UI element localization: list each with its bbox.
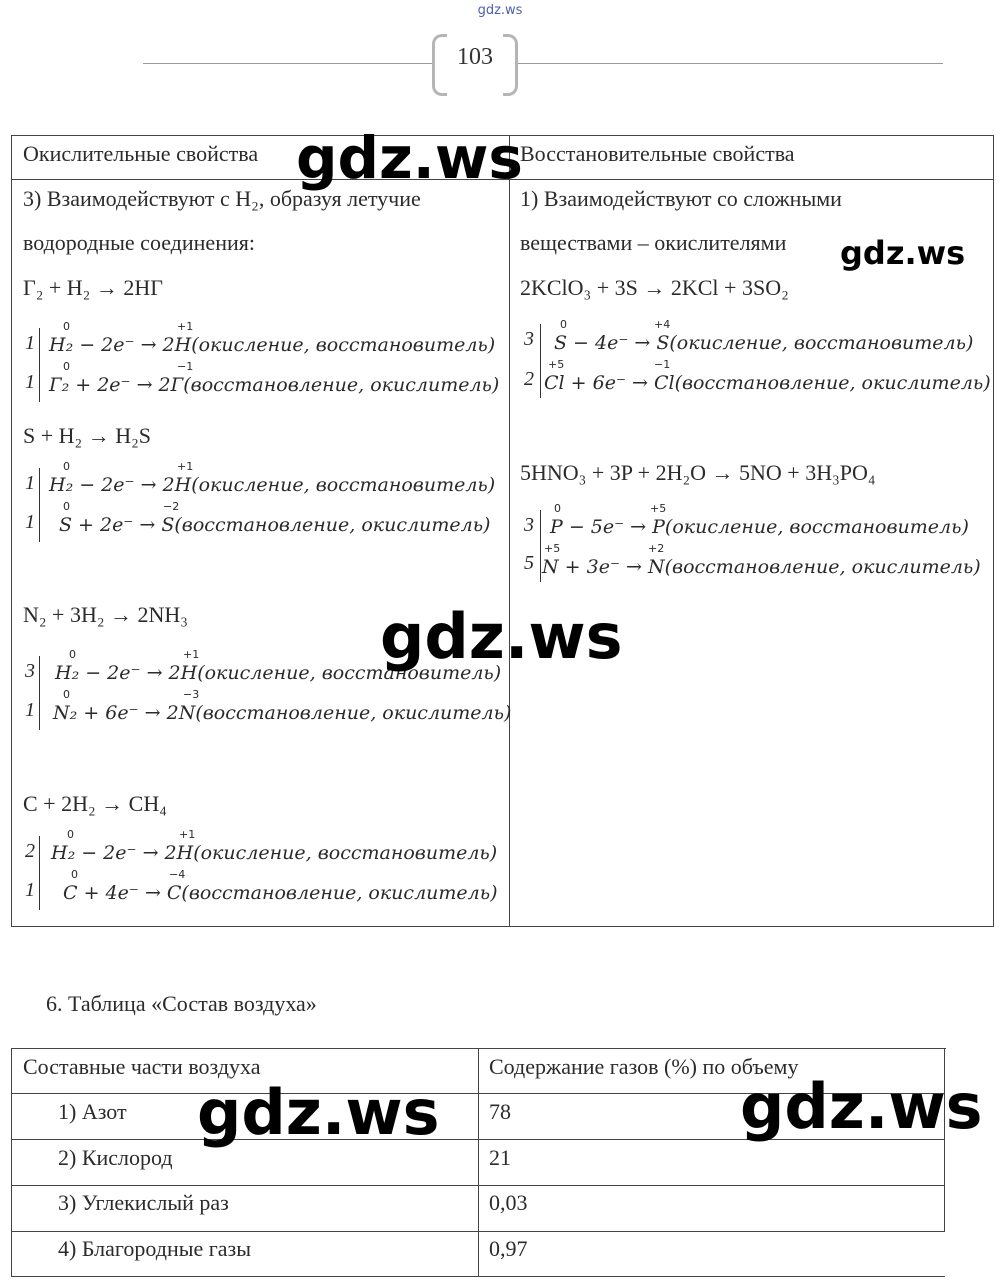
balance-coefficient: 2 — [524, 368, 534, 390]
half-reaction: H₂ − 2e⁻ → 2H(окисление, восстановитель) — [51, 842, 498, 864]
oxidation-state: 0 — [69, 648, 76, 661]
reaction-equation: C + 2H₂ → CH₄ — [23, 791, 167, 816]
watermark: gdz.ws — [197, 1076, 440, 1149]
header-rule-right — [518, 63, 943, 64]
oxidation-state: +4 — [654, 318, 671, 331]
oxidation-state: −1 — [654, 358, 671, 371]
balance-bar — [39, 836, 40, 910]
half-reaction: H₂ − 2e⁻ → 2H(окисление, восстановитель) — [49, 474, 496, 496]
table-row-name: 3) Углекислый раз — [58, 1190, 229, 1215]
table2-header-content: Содержание газов (%) по объему — [489, 1054, 799, 1079]
balance-coefficient: 2 — [25, 840, 35, 862]
watermark: gdz.ws — [840, 234, 966, 272]
table-row-name: 1) Азот — [58, 1099, 127, 1124]
reaction-equation: 5HNO₃ + 3P + 2H₂O → 5NO + 3H₃PO₄ — [520, 460, 876, 485]
oxidation-state: −1 — [177, 360, 194, 373]
table-row-value: 21 — [489, 1145, 511, 1170]
oxidation-state: +1 — [177, 460, 194, 473]
half-reaction: N + 3e⁻ → N(восстановление, окислитель) — [542, 556, 981, 578]
oxidation-state: 0 — [67, 828, 74, 841]
oxidation-state: +5 — [544, 542, 561, 555]
balance-coefficient: 1 — [25, 879, 35, 901]
oxidation-state: 0 — [554, 502, 561, 515]
table2-bottom-border — [12, 1276, 945, 1277]
half-reaction: S + 2e⁻ → S(восстановление, окислитель) — [59, 514, 491, 536]
right-intro-line1: 1) Взаимодействуют со сложными — [520, 186, 842, 211]
table-row-name: 2) Кислород — [58, 1145, 173, 1170]
table2-row-divider — [12, 1231, 945, 1232]
balance-coefficient: 1 — [25, 472, 35, 494]
reaction-equation: 2KClO₃ + 3S → 2KCl + 3SO₂ — [520, 275, 789, 300]
section-title: 6. Таблица «Состав воздуха» — [46, 991, 317, 1016]
half-reaction: C + 4e⁻ → C(восстановление, окислитель) — [63, 882, 498, 904]
page-number-box — [432, 34, 518, 92]
balance-coefficient: 1 — [25, 371, 35, 393]
balance-coefficient: 5 — [524, 552, 534, 574]
left-intro-line1: 3) Взаимодействуют с H₂, образуя летучие — [23, 186, 421, 211]
half-reaction: H₂ − 2e⁻ → 2H(окисление, восстановитель) — [55, 662, 502, 684]
half-reaction: Г₂ + 2e⁻ → 2Г(восстановление, окислитель) — [49, 374, 500, 396]
oxidation-state: +1 — [179, 828, 196, 841]
balance-coefficient: 3 — [25, 660, 35, 682]
oxidation-state: −4 — [169, 868, 186, 881]
right-intro-line2: веществами – окислителями — [520, 230, 787, 255]
balance-bar — [39, 468, 40, 542]
oxidation-state: +5 — [650, 502, 667, 515]
balance-coefficient: 3 — [524, 514, 534, 536]
oxidation-state: −3 — [183, 688, 200, 701]
oxidation-state: +1 — [183, 648, 200, 661]
table2-header-component: Составные части воздуха — [23, 1054, 261, 1079]
watermark: gdz.ws — [296, 124, 523, 192]
header-reducing: Восстановительные свойства — [520, 141, 795, 166]
oxidation-state: +1 — [177, 320, 194, 333]
header-oxidizing: Окислительные свойства — [23, 141, 259, 166]
site-label[interactable]: gdz.ws — [477, 3, 523, 18]
balance-bar — [39, 328, 40, 402]
oxidation-state: +2 — [648, 542, 665, 555]
oxidation-state: 0 — [560, 318, 567, 331]
table2-column-divider — [478, 1049, 479, 1277]
reaction-equation: N₂ + 3H₂ → 2NH₃ — [23, 602, 188, 627]
oxidation-state: −2 — [163, 500, 180, 513]
oxidation-state: 0 — [63, 460, 70, 473]
header-rule-left — [143, 63, 432, 64]
oxidation-state: 0 — [63, 500, 70, 513]
table-row-value: 78 — [489, 1099, 511, 1124]
balance-coefficient: 1 — [25, 332, 35, 354]
balance-coefficient: 3 — [524, 328, 534, 350]
page-number: 103 — [457, 44, 493, 70]
half-reaction: Cl + 6e⁻ → Cl(восстановление, окислитель) — [544, 372, 991, 394]
half-reaction: H₂ − 2e⁻ → 2H(окисление, восстановитель) — [49, 334, 496, 356]
oxidation-state: +5 — [548, 358, 565, 371]
reaction-equation: S + H₂ → H₂S — [23, 423, 151, 448]
table-row-value: 0,97 — [489, 1236, 528, 1261]
balance-bar — [540, 324, 541, 398]
balance-bar — [540, 510, 541, 582]
table2-row-divider — [12, 1185, 945, 1186]
oxidation-state: 0 — [63, 360, 70, 373]
half-reaction: S − 4e⁻ → S(окисление, восстановитель) — [554, 332, 974, 354]
reaction-equation: Г₂ + H₂ → 2HГ — [23, 275, 163, 300]
balance-coefficient: 1 — [25, 699, 35, 721]
table-row-name: 4) Благородные газы — [58, 1236, 252, 1261]
half-reaction: P − 5e⁻ → P(окисление, восстановитель) — [550, 516, 969, 538]
table-row-value: 0,03 — [489, 1190, 528, 1215]
oxidation-state: 0 — [71, 868, 78, 881]
balance-coefficient: 1 — [25, 511, 35, 533]
table1-column-divider — [509, 136, 510, 926]
half-reaction: N₂ + 6e⁻ → 2N(восстановление, окислитель) — [53, 702, 512, 724]
watermark: gdz.ws — [740, 1070, 983, 1143]
balance-bar — [39, 656, 40, 730]
oxidation-state: 0 — [63, 320, 70, 333]
watermark: gdz.ws — [380, 600, 623, 673]
oxidation-state: 0 — [63, 688, 70, 701]
left-intro-line2: водородные соединения: — [23, 230, 255, 255]
